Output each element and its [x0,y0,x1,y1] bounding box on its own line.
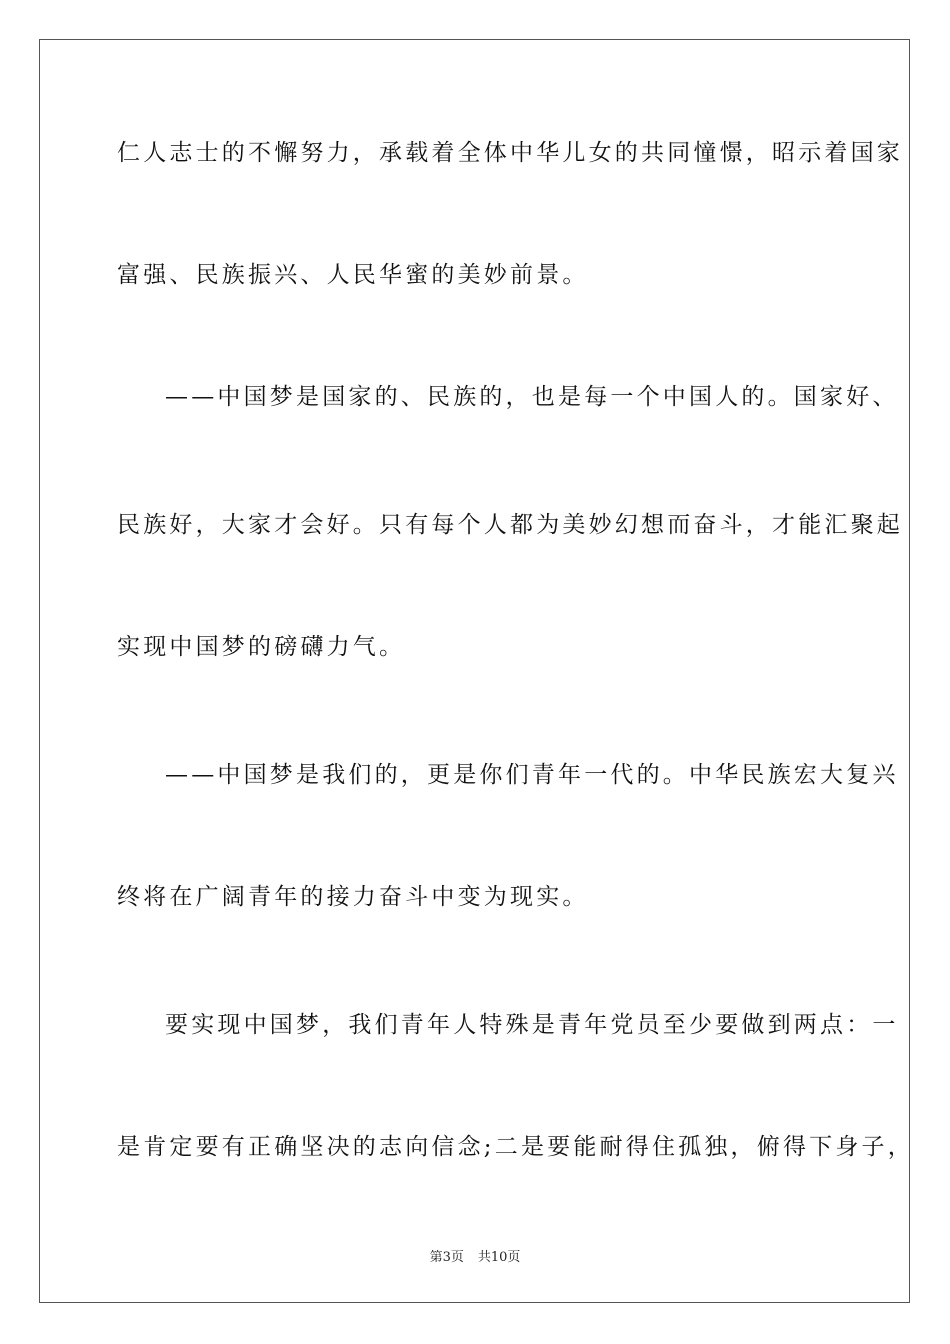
text-line: ——中国梦是国家的、民族的，也是每一个中国人的。国家好、 [165,384,899,410]
page-footer [0,1246,950,1265]
text-line: 要实现中国梦，我们青年人特殊是青年党员至少要做到两点：一 [165,1012,899,1038]
page-border [39,39,914,1303]
text-line: 实现中国梦的磅礴力气。 [117,634,406,660]
text-line: 是肯定要有正确坚决的志向信念;二是要能耐得住孤独，俯得下身子， [117,1134,914,1160]
page-number: 第3页 [429,1250,464,1265]
page-total: 共10页 [477,1250,521,1265]
text-line: 富强、民族振兴、人民华蜜的美妙前景。 [117,262,589,288]
text-line: ——中国梦是我们的，更是你们青年一代的。中华民族宏大复兴 [165,762,899,788]
text-line: 仁人志士的不懈努力，承载着全体中华儿女的共同憧憬，昭示着国家 [117,140,903,166]
text-line: 终将在广阔青年的接力奋斗中变为现实。 [117,884,589,910]
text-line: 民族好，大家才会好。只有每个人都为美妙幻想而奋斗，才能汇聚起 [117,512,903,538]
